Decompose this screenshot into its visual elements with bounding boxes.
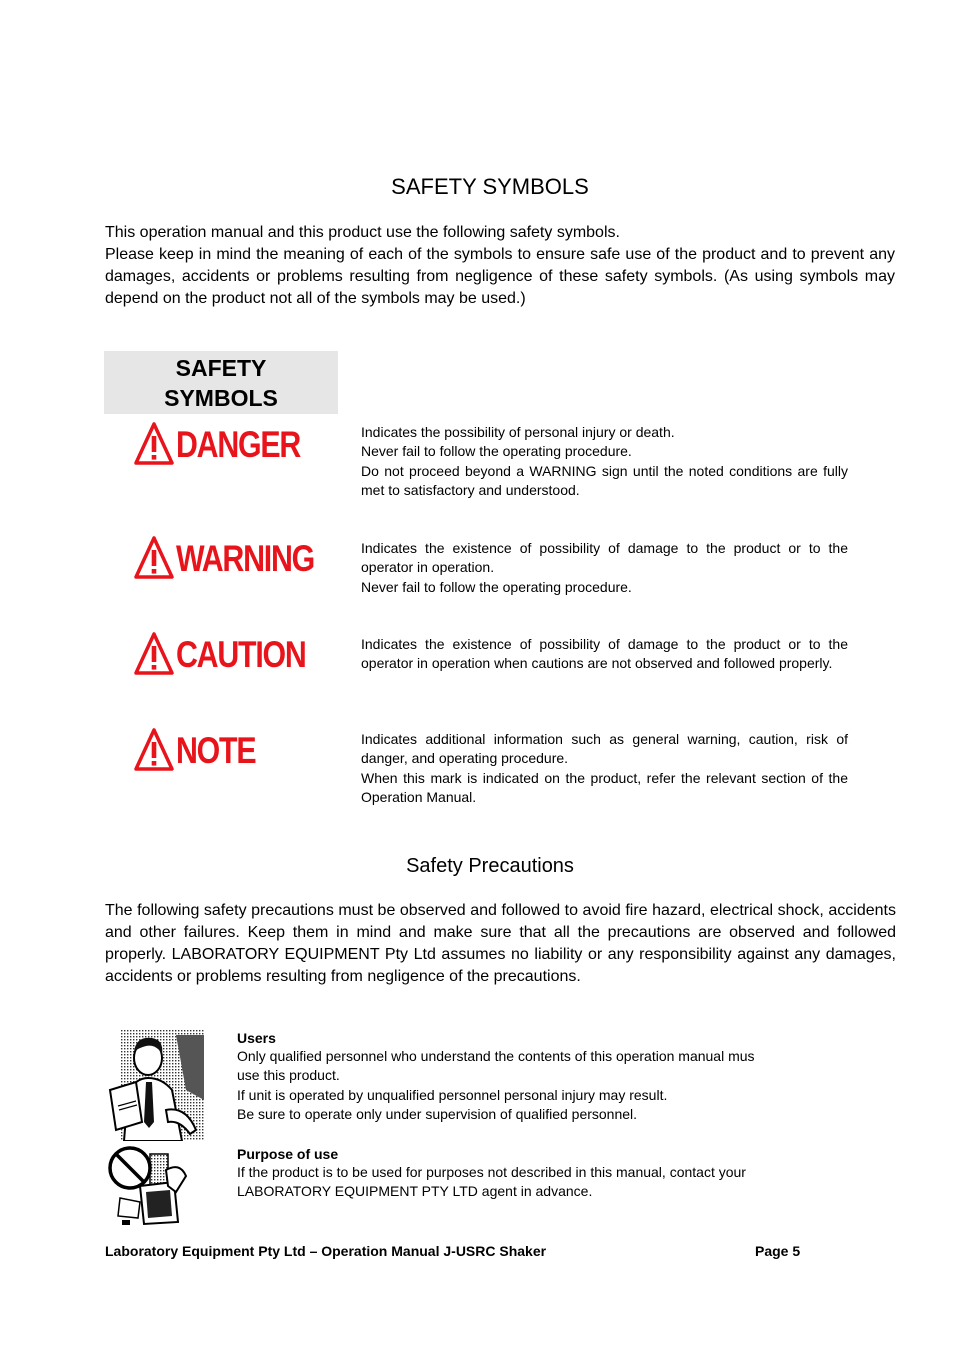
- page-title: SAFETY SYMBOLS: [391, 174, 589, 199]
- users-line-1: Only qualified personnel who understand the contents of this operation manual mus: [237, 1048, 755, 1064]
- users-line-3: If unit is operated by unqualified personnel personal injury may result.: [237, 1086, 668, 1103]
- precautions-text: The following safety precautions must be observed and followed to avoid fire hazard, electrical shock, accidents and other failures. Keep them in mind and make sure that all the precautions are observed and followed properly. LABORATORY EQUIPMENT Pty Ltd assumes no liability or any responsibility against any damages, accidents or problems resulting from negligence of the precautions.: [105, 902, 896, 985]
- users-line-4: Be sure to operate only under supervision of qualified personnel.: [237, 1105, 638, 1122]
- note-word: NOTE: [176, 729, 256, 771]
- danger-symbol: [134, 420, 327, 468]
- intro-line-1: This operation manual and this product use the following safety symbols.: [105, 224, 620, 241]
- caution-line-1: Indicates the existence of possibility of damage to the product or to the operator in operation when cautions are not observed and followed properly.: [361, 636, 848, 672]
- precautions-title: Safety Precautions: [406, 855, 574, 877]
- note-line-2: When this mark is indicated on the product, refer the relevant section of the Operation Manual.: [361, 769, 848, 805]
- warning-icon: [134, 536, 174, 580]
- prohibited-use-icon: [106, 1146, 188, 1226]
- caution-icon: [134, 632, 174, 676]
- danger-line-2: Never fail to follow the operating procedure.: [361, 443, 632, 460]
- warning-line-2: Never fail to follow the operating procedure.: [361, 578, 632, 595]
- header-line-1: SAFETY: [175, 355, 267, 381]
- note-symbol: [134, 726, 273, 774]
- header-line-2: SYMBOLS: [164, 385, 278, 411]
- users-text: [237, 1047, 840, 1124]
- purpose-line-1: If the product is to be used for purposes not described in this manual, contact your: [237, 1164, 746, 1180]
- users-title: Users: [237, 1030, 276, 1046]
- warning-line-1: Indicates the existence of possibility of damage to the product or to the operator in operation.: [361, 540, 848, 576]
- caution-symbol: [134, 630, 334, 678]
- danger-line-1: Indicates the possibility of personal injury or death.: [361, 424, 675, 440]
- purpose-line-2: LABORATORY EQUIPMENT PTY LTD agent in advance.: [237, 1183, 593, 1200]
- danger-description: [361, 423, 848, 500]
- page-number: Page 5: [755, 1243, 801, 1259]
- danger-line-3: Do not proceed beyond a WARNING sign until the noted conditions are fully met to satisfactory and understood.: [361, 462, 848, 498]
- users-illustration: [106, 1030, 204, 1146]
- safety-symbols-header: [104, 351, 338, 414]
- warning-symbol: [134, 534, 344, 582]
- footer-text: Laboratory Equipment Pty Ltd – Operation Manual J-USRC Shaker: [105, 1243, 547, 1259]
- danger-word: DANGER: [176, 423, 301, 465]
- purpose-illustration: [106, 1146, 188, 1231]
- purpose-title: Purpose of use: [237, 1146, 339, 1162]
- users-line-2: use this product.: [237, 1067, 340, 1084]
- caution-description: [361, 635, 848, 674]
- caution-word: CAUTION: [176, 633, 306, 675]
- person-reading-manual-icon: [106, 1030, 204, 1141]
- note-description: [361, 730, 848, 807]
- note-line-1: Indicates additional information such as general warning, caution, risk of danger, and operating procedure.: [361, 731, 848, 767]
- intro-paragraph: Please keep in mind the meaning of each of the symbols to ensure safe use of the product and to prevent any damages, accidents or problems resulting from negligence of these safety symbols. (As using symbols may depend on the product not all of the symbols may be used.): [105, 246, 895, 307]
- warning-word: WARNING: [176, 537, 315, 579]
- intro-text: [105, 222, 895, 310]
- note-icon: [134, 728, 174, 772]
- purpose-text: [237, 1163, 840, 1202]
- warning-description: [361, 539, 848, 597]
- danger-icon: [134, 422, 174, 466]
